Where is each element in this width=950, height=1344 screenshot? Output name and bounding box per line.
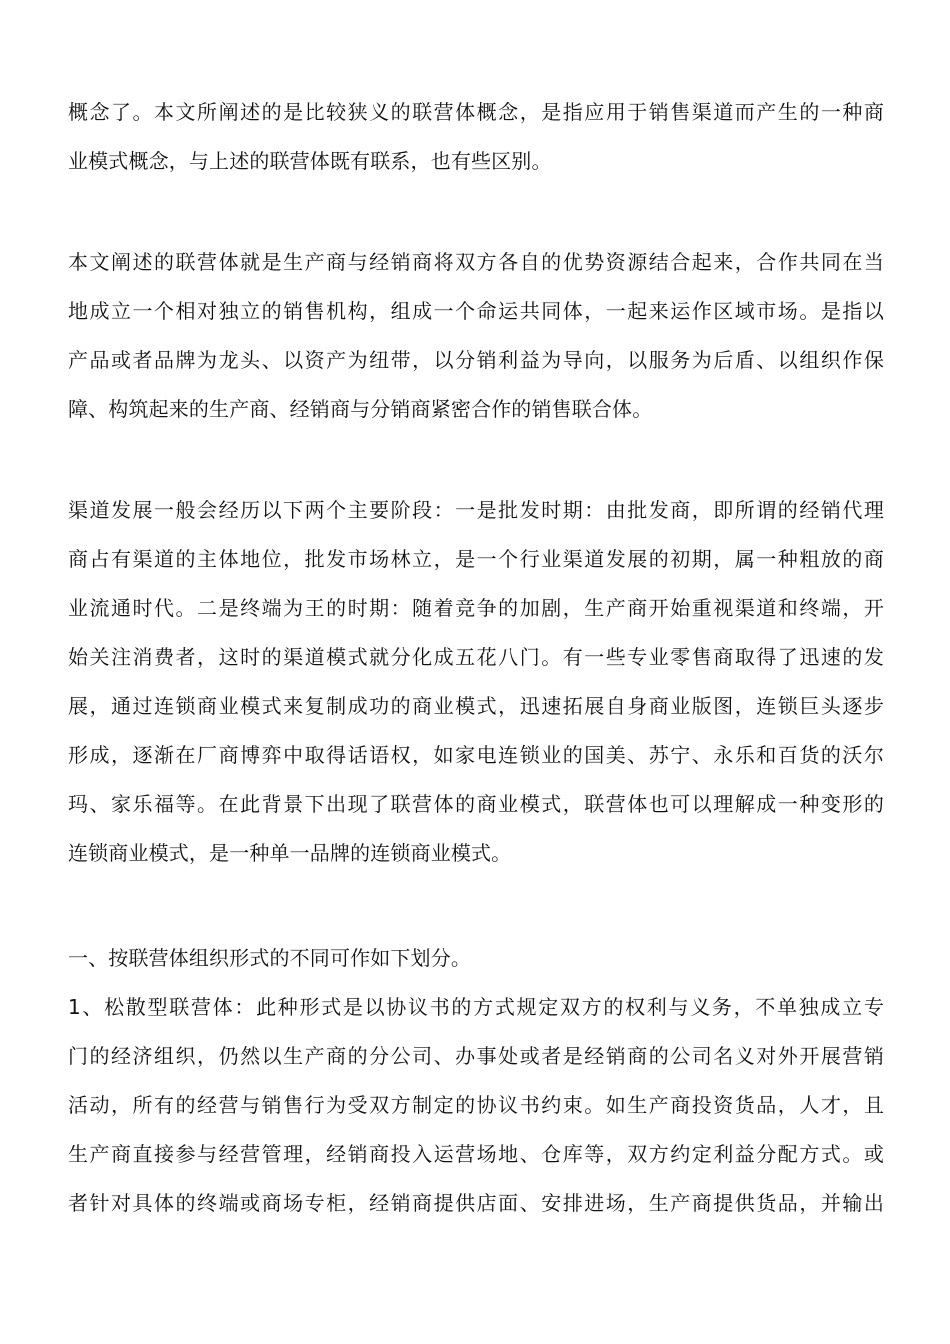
text-line: 地成立一个相对独立的销售机构，组成一个命运共同体，一起来运作区域市场。是指以 xyxy=(68,299,884,323)
text-line: 渠道发展一般会经历以下两个主要阶段：一是批发时期：由批发商，即所谓的经销代理 xyxy=(68,498,884,522)
text-line: 展，通过连锁商业模式来复制成功的商业模式，迅速拓展自身商业版图，连锁巨头逐步 xyxy=(68,694,884,718)
paragraph-1 xyxy=(68,88,884,186)
text-line: 业模式概念，与上述的联营体既有联系，也有些区别。 xyxy=(68,149,552,173)
text-line: 产品或者品牌为龙头、以资产为纽带，以分销利益为导向，以服务为后盾、以组织作保 xyxy=(68,348,884,372)
text-line: 本文阐述的联营体就是生产商与经销商将双方各自的优势资源结合起来，合作共同在当 xyxy=(68,250,884,274)
text-line: 者针对具体的终端或商场专柜，经销商提供店面、安排进场，生产商提供货品，并输出 xyxy=(68,1191,884,1215)
text-line: 1、松散型联营体：此种形式是以协议书的方式规定双方的权利与义务，不单独成立专 xyxy=(68,995,884,1019)
text-line: 活动，所有的经营与销售行为受双方制定的协议书约束。如生产商投资货品，人才，且 xyxy=(68,1093,884,1117)
paragraph-4 xyxy=(68,983,884,1228)
text-line: 连锁商业模式，是一种单一品牌的连锁商业模式。 xyxy=(68,841,512,865)
heading-line: 一、按联营体组织形式的不同可作如下划分。 xyxy=(68,946,471,970)
text-line: 始关注消费者，这时的渠道模式就分化成五花八门。有一些专业零售商取得了迅速的发 xyxy=(68,645,884,669)
text-line: 商占有渠道的主体地位，批发市场林立，是一个行业渠道发展的初期，属一种粗放的商 xyxy=(68,547,884,571)
paragraph-2 xyxy=(68,238,884,434)
text-line: 障、构筑起来的生产商、经销商与分销商紧密合作的销售联合体。 xyxy=(68,397,653,421)
paragraph-3 xyxy=(68,486,884,878)
text-line: 生产商直接参与经营管理，经销商投入运营场地、仓库等，双方约定利益分配方式。或 xyxy=(68,1142,884,1166)
text-line: 玛、家乐福等。在此背景下出现了联营体的商业模式，联营体也可以理解成一种变形的 xyxy=(68,792,884,816)
text-line: 业流通时代。二是终端为王的时期：随着竞争的加剧，生产商开始重视渠道和终端，开 xyxy=(68,596,884,620)
section-heading xyxy=(68,934,884,983)
text-line: 概念了。本文所阐述的是比较狭义的联营体概念，是指应用于销售渠道而产生的一种商 xyxy=(68,100,884,124)
text-line: 形成，逐渐在厂商博弈中取得话语权，如家电连锁业的国美、苏宁、永乐和百货的沃尔 xyxy=(68,743,884,767)
text-line: 门的经济组织，仍然以生产商的分公司、办事处或者是经销商的公司名义对外开展营销 xyxy=(68,1044,884,1068)
